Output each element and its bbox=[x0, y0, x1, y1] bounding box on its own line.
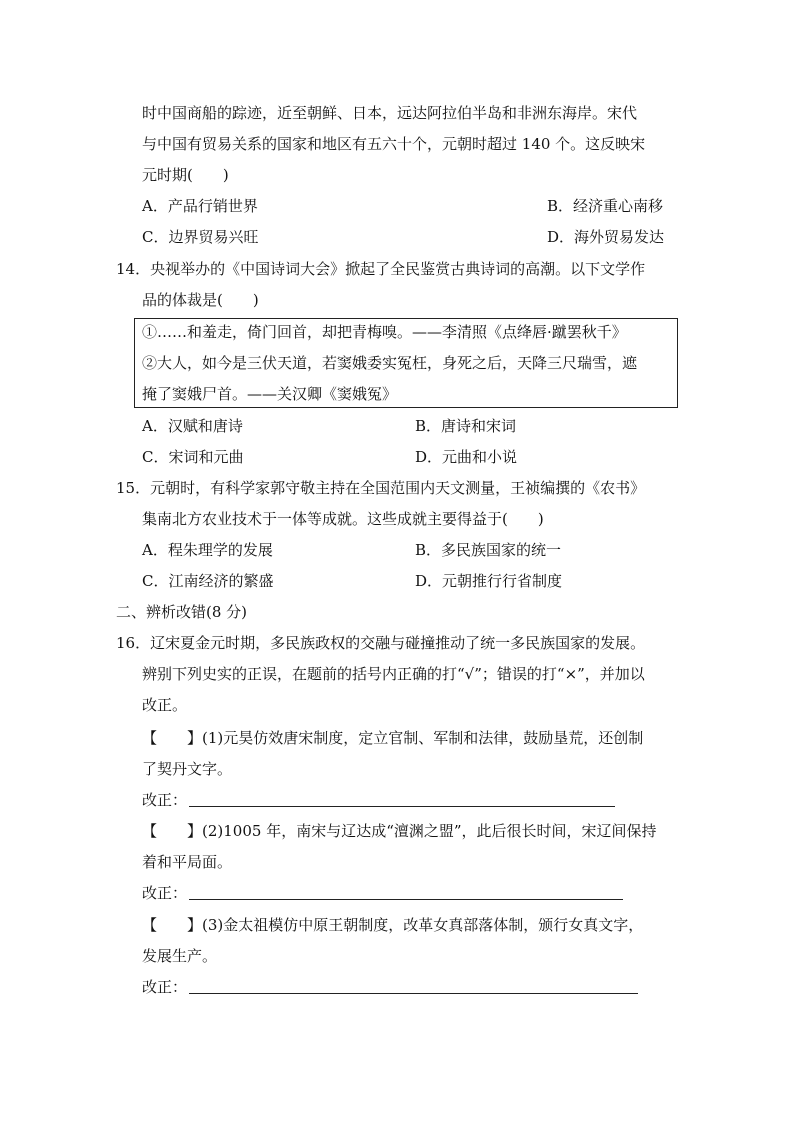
q16-item-3-answer-line[interactable] bbox=[189, 993, 638, 994]
q16-item-1-fix-label: 改正： bbox=[142, 791, 188, 809]
q14-option-c: C．宋词和元曲 bbox=[142, 448, 244, 466]
q16-item-2-answer-line[interactable] bbox=[189, 899, 623, 900]
q13-option-c: C．边界贸易兴旺 bbox=[142, 228, 259, 246]
q13-option-d: D．海外贸易发达 bbox=[547, 228, 665, 246]
q16-item-1-line-2: 了契丹文字。 bbox=[142, 760, 233, 778]
section-2-title: 二、辨析改错(8 分) bbox=[116, 603, 248, 621]
q16-item-3-line-2: 发展生产。 bbox=[142, 947, 218, 965]
q16-item-3-fix-label: 改正： bbox=[142, 978, 188, 996]
q16-item-2-line-1: 【 】(2)1005 年，南宋与辽达成“澶渊之盟”，此后很长时间，宋辽间保持 bbox=[142, 822, 657, 840]
q16-item-2-fix-label: 改正： bbox=[142, 884, 188, 902]
q13-stem-line-1: 时中国商船的踪迹，近至朝鲜、日本，远达阿拉伯半岛和非洲东海岸。宋代 bbox=[142, 104, 638, 122]
q15-option-d: D．元朝推行行省制度 bbox=[415, 572, 563, 590]
q16-item-2-line-2: 着和平局面。 bbox=[142, 853, 233, 871]
q14-option-a: A．汉赋和唐诗 bbox=[142, 417, 243, 435]
q14-option-d: D．元曲和小说 bbox=[415, 448, 518, 466]
q16-stem-line-3: 改正。 bbox=[142, 696, 188, 714]
q13-stem-line-3: 元时期( ) bbox=[142, 166, 229, 184]
q15-option-c: C．江南经济的繁盛 bbox=[142, 572, 274, 590]
q14-quote-line-2: ②大人，如今是三伏天道，若窦娥委实冤枉，身死之后，天降三尺瑞雪，遮 bbox=[142, 354, 638, 372]
q14-option-b: B．唐诗和宋词 bbox=[415, 417, 517, 435]
q13-stem-line-2: 与中国有贸易关系的国家和地区有五六十个，元朝时超过 140 个。这反映宋 bbox=[142, 135, 646, 153]
q14-stem-line-1: 14．央视举办的《中国诗词大会》掀起了全民鉴赏古典诗词的高潮。以下文学作 bbox=[116, 260, 646, 278]
q13-option-b: B．经济重心南移 bbox=[547, 197, 664, 215]
q15-stem-line-1: 15．元朝时，有科学家郭守敬主持在全国范围内天文测量，王祯编撰的《农书》 bbox=[116, 479, 646, 497]
q14-quote-line-1: ①……和羞走，倚门回首，却把青梅嗅。——李清照《点绛唇·蹴罢秋千》 bbox=[142, 323, 627, 341]
q13-option-a: A．产品行销世界 bbox=[142, 197, 258, 215]
q15-option-b: B．多民族国家的统一 bbox=[415, 541, 562, 559]
q14-stem-line-2: 品的体裁是( ) bbox=[142, 291, 259, 309]
q16-item-3-line-1: 【 】(3)金太祖模仿中原王朝制度，改革女真部落体制，颁行女真文字， bbox=[142, 916, 644, 934]
q14-quote-line-3: 掩了窦娥尸首。——关汉卿《窦娥冤》 bbox=[142, 385, 398, 403]
q15-stem-line-2: 集南北方农业技术于一体等成就。这些成就主要得益于( ) bbox=[142, 510, 544, 528]
q16-stem-line-2: 辨别下列史实的正误，在题前的括号内正确的打“√”；错误的打“×”，并加以 bbox=[142, 665, 645, 683]
q16-item-1-line-1: 【 】(1)元昊仿效唐宋制度，定立官制、军制和法律，鼓励垦荒，还创制 bbox=[142, 729, 644, 747]
q16-stem-line-1: 16．辽宋夏金元时期，多民族政权的交融与碰撞推动了统一多民族国家的发展。 bbox=[116, 634, 646, 652]
q15-option-a: A．程朱理学的发展 bbox=[142, 541, 273, 559]
q16-item-1-answer-line[interactable] bbox=[189, 806, 615, 807]
